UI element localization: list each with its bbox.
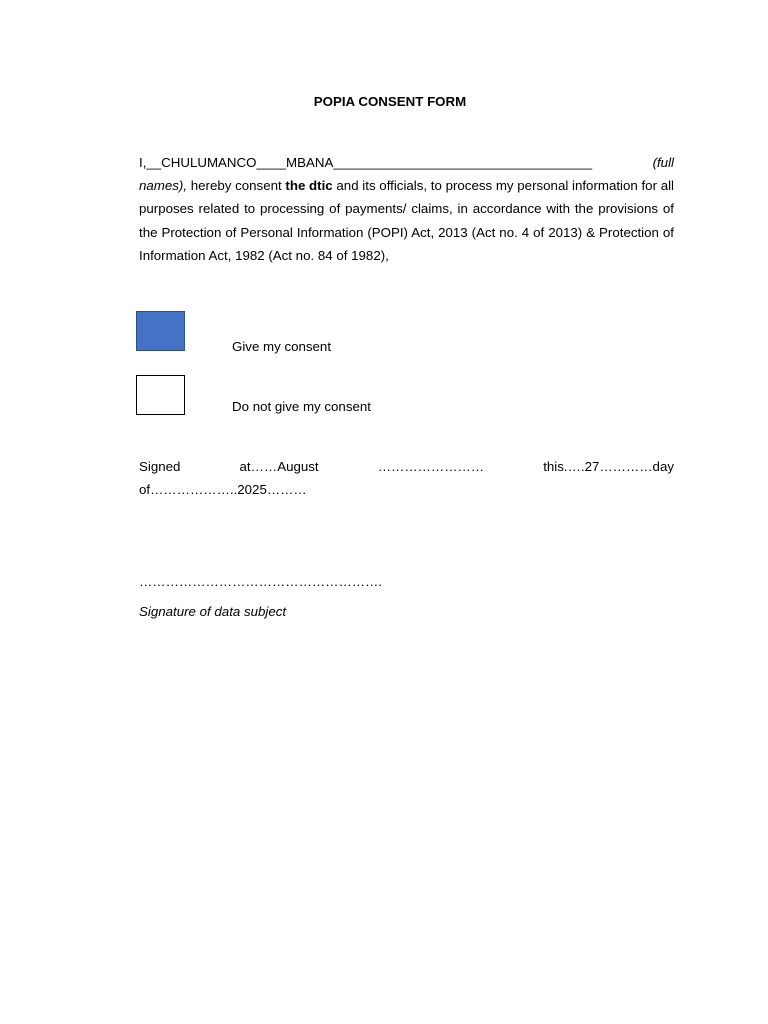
give-consent-checkbox[interactable] <box>136 311 185 351</box>
signature-line[interactable]: ………………………………………………. <box>139 574 383 589</box>
signed-year-field[interactable]: of………………..2025……… <box>139 482 307 497</box>
consent-text <box>139 174 674 267</box>
full-names-hint: (full <box>652 155 674 170</box>
signed-at-field[interactable]: at……August <box>239 459 319 474</box>
signed-place-field[interactable]: …………………… <box>377 459 485 474</box>
organisation-name: the dtic <box>285 178 333 194</box>
full-name-line <box>139 151 674 174</box>
consent-text-a: hereby consent <box>187 178 286 194</box>
full-name-field[interactable]: I,__CHULUMANCO____MBANA___________________________________ <box>139 155 593 170</box>
full-names-hint-cont: names), <box>139 178 188 194</box>
consent-paragraph <box>139 151 674 267</box>
no-consent-checkbox[interactable] <box>136 375 185 415</box>
signed-word: Signed <box>139 459 181 474</box>
consent-text-b: and its officials, to process my personal information for all purposes related to processing of payments/ claims, in accordance with the provisions of the Protection of Personal Information (POPI) Act, 2013 (Act no. 4 of 2013) & Protection of Information Act, 1982 (Act no. 84 of 1982), <box>139 178 675 263</box>
no-consent-label: Do not give my consent <box>232 399 371 414</box>
form-title: POPIA CONSENT FORM <box>313 94 467 109</box>
give-consent-label: Give my consent <box>232 339 332 354</box>
signed-line <box>139 458 674 476</box>
signed-day-field[interactable]: this.….27…………day <box>543 459 674 474</box>
signature-label: Signature of data subject <box>139 604 287 619</box>
